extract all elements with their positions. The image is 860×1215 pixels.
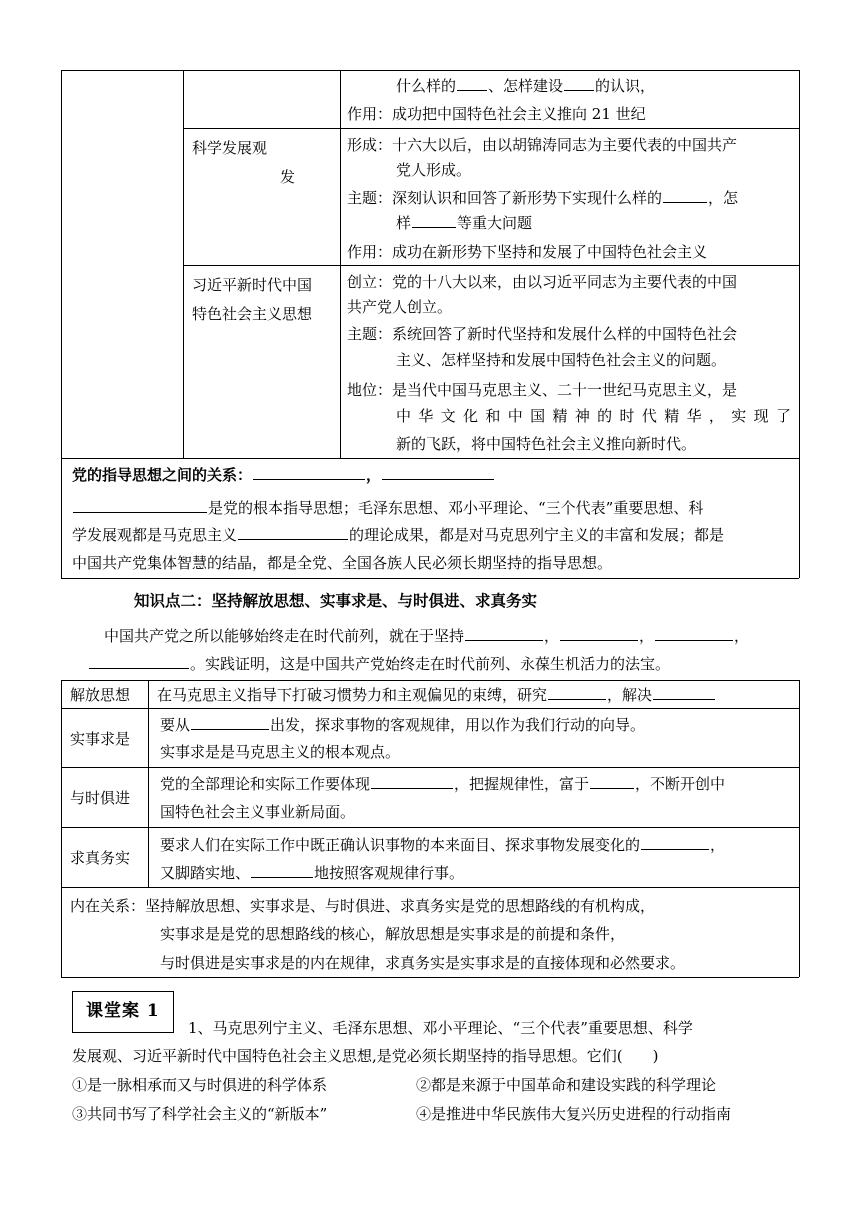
cell-text: 等重大问题 bbox=[457, 214, 533, 232]
cell-text: 的认识， bbox=[595, 77, 656, 95]
cell-text: 什么样的 bbox=[396, 77, 457, 95]
cell-text: 要求人们在实际工作中既正确认识事物的本来面目、探求事物发展变化的 bbox=[160, 836, 641, 854]
fill-blank bbox=[663, 186, 707, 203]
relation-title: 党的指导思想之间的关系： bbox=[72, 466, 253, 484]
cell-text: 是党的根本指导思想；毛泽东思想、邓小平理论、“三个代表”重要思想、科 bbox=[208, 499, 704, 517]
badge-label: 课堂案 1 bbox=[86, 1001, 160, 1021]
table-cell bbox=[347, 186, 738, 210]
cell-text: 要从 bbox=[160, 716, 191, 734]
fill-blank bbox=[548, 683, 606, 700]
paragraph-text: 中国共产党之所以能够始终走在时代前列，就在于坚持 bbox=[104, 627, 465, 645]
cell-text: 又脚踏实地、 bbox=[160, 864, 251, 882]
cell-text: ，解决 bbox=[607, 686, 653, 704]
question-text: 1、马克思列宁主义、毛泽东思想、邓小平理论、“三个代表”重要思想、科学 bbox=[188, 1019, 693, 1037]
cell-text: 实事求是是党的思想路线的核心，解放思想是实事求是的前提和条件， bbox=[160, 925, 626, 943]
cell-text: 形成：十六大以后，由以胡锦涛同志为主要代表的中国共产 bbox=[347, 136, 738, 154]
relation-text bbox=[72, 496, 703, 520]
thought-name: 科学发展观 bbox=[192, 139, 268, 157]
relation-text: 中国共产党集体智慧的结晶，都是全党、全国各族人民必须长期坚持的指导思想。 bbox=[72, 554, 613, 572]
fill-blank bbox=[560, 624, 638, 641]
fill-blank bbox=[412, 211, 456, 228]
cell-text: 样 bbox=[396, 214, 412, 232]
fill-blank bbox=[457, 74, 487, 91]
fill-blank bbox=[590, 772, 634, 789]
cell-text: 地位：是当代中国马克思主义、二十一世纪马克思主义，是 bbox=[347, 381, 738, 399]
row-label: 解放思想 bbox=[70, 686, 131, 704]
cell-text: 党的全部理论和实际工作要体现 bbox=[160, 775, 371, 793]
cell-text: ，怎 bbox=[708, 189, 739, 207]
question-text: 发展观、习近平新时代中国特色社会主义思想,是党必须长期坚持的指导思想。它们( ) bbox=[72, 1047, 659, 1065]
fill-blank bbox=[73, 496, 207, 513]
paragraph-text: ， bbox=[639, 627, 655, 645]
cell-text: 主题：深刻认识和回答了新形势下实现什么样的 bbox=[347, 189, 663, 207]
fill-blank bbox=[641, 833, 709, 850]
row-label: 与时俱进 bbox=[70, 789, 131, 807]
cell-text: 主题：系统回答了新时代坚持和发展什么样的中国特色社会 bbox=[347, 325, 738, 343]
cell-text: 地按照客观规律行事。 bbox=[314, 864, 465, 882]
option-4: ④是推进中华民族伟大复兴历史进程的行动指南 bbox=[416, 1105, 732, 1123]
cell-text: 作用：成功在新形势下坚持和发展了中国特色社会主义 bbox=[347, 243, 708, 261]
cell-text: 出发，探求事物的客观规律，用以作为我们行动的向导。 bbox=[270, 716, 646, 734]
fill-blank bbox=[371, 772, 453, 789]
cell-text: 主义、怎样坚持和发展中国特色社会主义的问题。 bbox=[396, 351, 727, 369]
section-heading: 知识点二：坚持解放思想、实事求是、与时俱进、求真务实 bbox=[134, 591, 538, 610]
cell-text: ， bbox=[710, 836, 726, 854]
cell-text: 国特色社会主义事业新局面。 bbox=[160, 803, 356, 821]
fill-blank bbox=[191, 713, 269, 730]
cell-text: 中华文化和中国精神的时代精华，实现了 bbox=[396, 407, 791, 425]
thought-name: 习近平新时代中国 bbox=[192, 276, 313, 294]
cell-text: 、怎样建设 bbox=[488, 77, 564, 95]
table-cell bbox=[160, 861, 464, 885]
table-cell bbox=[396, 74, 655, 98]
paragraph bbox=[104, 624, 749, 648]
table-cell bbox=[160, 772, 725, 796]
thought-name: 特色社会主义思想 bbox=[192, 305, 313, 323]
fill-blank bbox=[655, 624, 733, 641]
fill-blank bbox=[253, 463, 365, 480]
relation-heading bbox=[72, 463, 495, 487]
cell-text: 作用：成功把中国特色社会主义推向 21 世纪 bbox=[347, 105, 646, 123]
row-label: 求真务实 bbox=[70, 849, 131, 867]
cell-text: ，不断开创中 bbox=[635, 775, 726, 793]
paragraph-text: ， bbox=[544, 627, 560, 645]
cell-text: 的理论成果，都是对马克思列宁主义的丰富和发展；都是 bbox=[349, 526, 725, 544]
cell-text: 党人形成。 bbox=[396, 161, 472, 179]
paragraph bbox=[88, 652, 670, 676]
cell-text: ，把握规律性，富于 bbox=[454, 775, 590, 793]
row-label: 实事求是 bbox=[70, 730, 131, 748]
option-1: ①是一脉相承而又与时俱进的科学体系 bbox=[72, 1076, 328, 1094]
table-cell bbox=[157, 683, 716, 707]
cell-text: 实事求是是马克思主义的根本观点。 bbox=[160, 743, 401, 761]
cell-text: 新的飞跃，将中国特色社会主义推向新时代。 bbox=[396, 435, 697, 453]
fill-blank bbox=[382, 463, 494, 480]
table-cell bbox=[160, 833, 725, 857]
class-case-badge bbox=[72, 991, 174, 1033]
fill-blank bbox=[89, 652, 189, 669]
option-2: ②都是来源于中国革命和建设实践的科学理论 bbox=[416, 1076, 717, 1094]
fill-blank bbox=[564, 74, 594, 91]
thought-name: 发 bbox=[280, 168, 296, 186]
paragraph-text: ， bbox=[734, 627, 750, 645]
cell-text: 与时俱进是实事求是的内在规律，求真务实是实事求是的直接体现和必然要求。 bbox=[160, 954, 686, 972]
cell-text: 在马克思主义指导下打破习惯势力和主观偏见的束缚，研究 bbox=[157, 686, 548, 704]
cell-text: 共产党人创立。 bbox=[347, 298, 453, 316]
fill-blank bbox=[238, 523, 348, 540]
cell-text: 创立：党的十八大以来，由以习近平同志为主要代表的中国 bbox=[347, 273, 738, 291]
cell-text: 内在关系：坚持解放思想、实事求是、与时俱进、求真务实是党的思想路线的有机构成， bbox=[70, 897, 656, 915]
paragraph-text: 。实践证明，这是中国共产党始终走在时代前列、永葆生机活力的法宝。 bbox=[190, 655, 671, 673]
option-3: ③共同书写了科学社会主义的“新版本” bbox=[72, 1105, 328, 1123]
fill-blank bbox=[251, 861, 313, 878]
cell-text: 学发展观都是马克思主义 bbox=[72, 526, 238, 544]
relation-text bbox=[72, 523, 724, 547]
fill-blank bbox=[653, 683, 715, 700]
fill-blank bbox=[465, 624, 543, 641]
table-cell bbox=[396, 211, 532, 235]
cell-text: ， bbox=[366, 466, 382, 484]
table-cell bbox=[160, 713, 645, 737]
